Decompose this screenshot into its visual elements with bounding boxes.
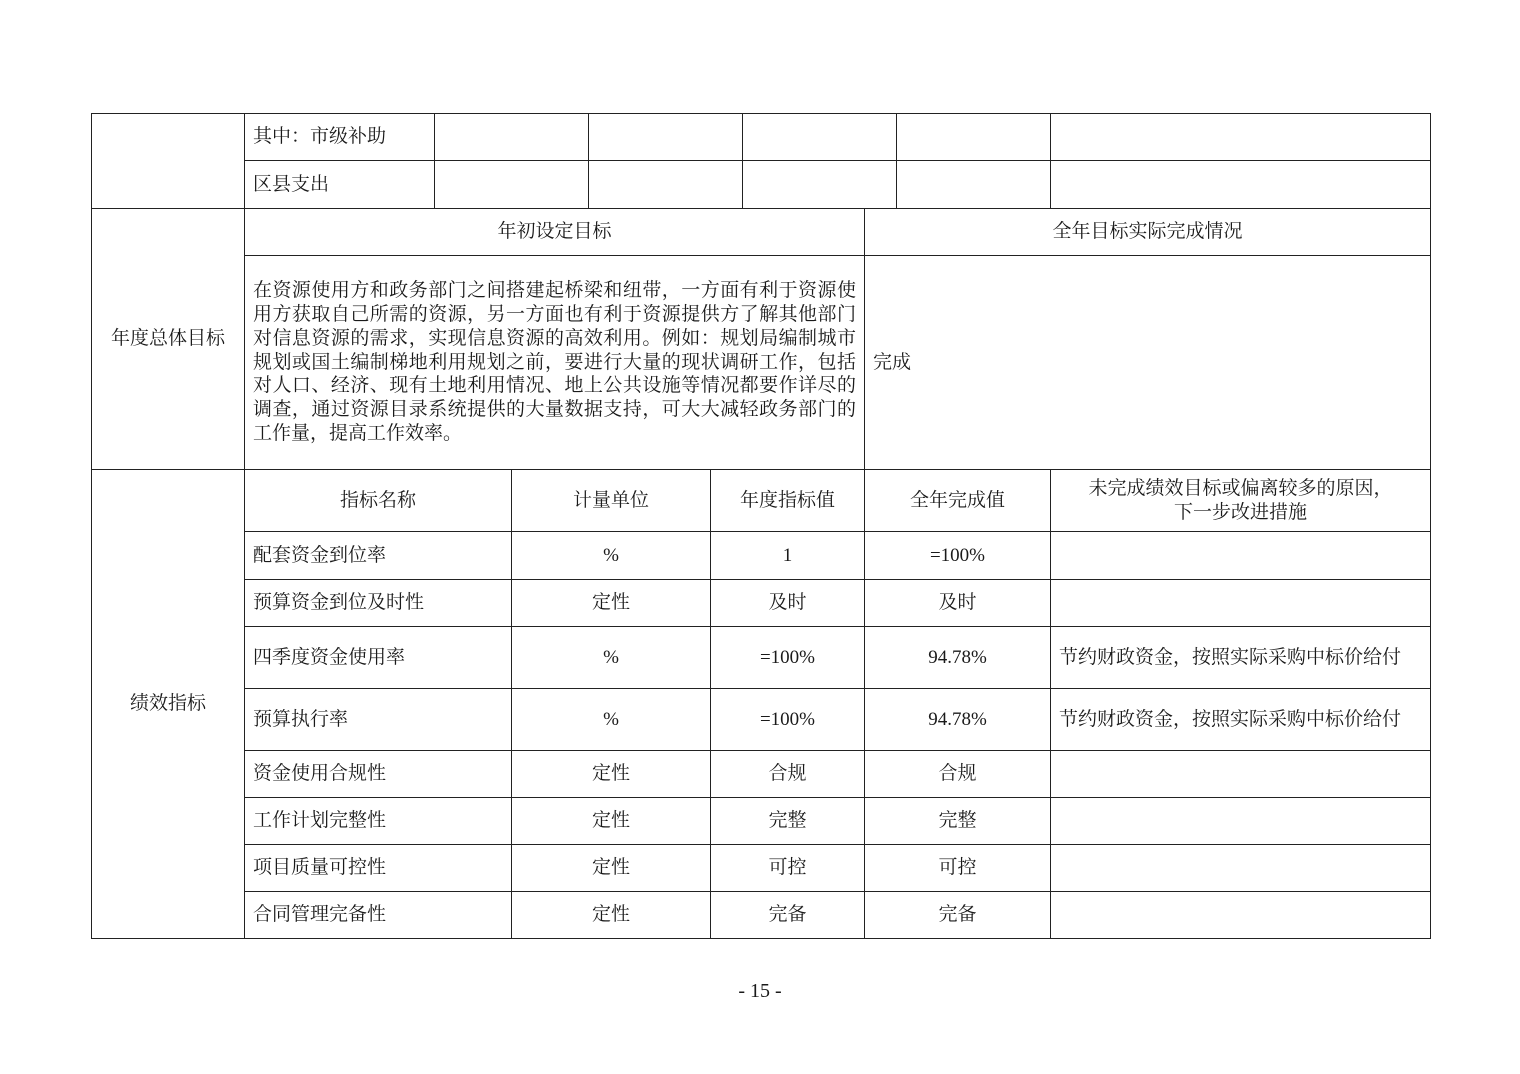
funding-cell bbox=[589, 161, 743, 209]
indicator-reason bbox=[1051, 798, 1431, 845]
actual-header: 全年完成值 bbox=[865, 470, 1051, 532]
indicator-target: 完整 bbox=[711, 798, 865, 845]
indicator-reason bbox=[1051, 845, 1431, 892]
actual-goal-header: 全年目标实际完成情况 bbox=[865, 209, 1431, 256]
table-row bbox=[92, 751, 1431, 798]
indicator-name: 预算资金到位及时性 bbox=[245, 580, 512, 627]
page-number: - 15 - bbox=[738, 980, 782, 1002]
indicator-unit: % bbox=[512, 689, 711, 751]
indicator-target: 完备 bbox=[711, 892, 865, 939]
indicator-target: =100% bbox=[711, 627, 865, 689]
indicator-reason: 节约财政资金，按照实际采购中标价给付 bbox=[1051, 627, 1431, 689]
table-row bbox=[92, 689, 1431, 751]
table-row bbox=[92, 892, 1431, 939]
county-expense-label: 区县支出 bbox=[245, 161, 435, 209]
indicator-reason bbox=[1051, 751, 1431, 798]
indicator-reason bbox=[1051, 532, 1431, 580]
funding-row-county bbox=[92, 161, 1431, 209]
funding-cell bbox=[589, 114, 743, 161]
indicator-actual: 及时 bbox=[865, 580, 1051, 627]
goal-content-row bbox=[92, 256, 1431, 470]
reason-header-line2: 下一步改进措施 bbox=[1173, 500, 1307, 523]
indicator-header-row bbox=[92, 470, 1431, 532]
funding-cell bbox=[743, 114, 897, 161]
set-goal-text: 在资源使用方和政务部门之间搭建起桥梁和纽带，一方面有利于资源使用方获取自己所需的资源，另一方面也有利于资源提供方了解其他部门对信息资源的需求，实现信息资源的高效利用。例如：规划局编制城市规划或国土编制梯地利用规划之前，要进行大量的现状调研工作，包括对人口、经济、现有土地利用情况、地上公共设施等情况都要作详尽的调查，通过资源目录系统提供的大量数据支持，可大大减轻政务部门的工作量，提高工作效率。 bbox=[245, 256, 865, 470]
indicator-name: 项目质量可控性 bbox=[245, 845, 512, 892]
annual-goal-label: 年度总体目标 bbox=[92, 209, 245, 470]
indicator-target: 合规 bbox=[711, 751, 865, 798]
table-row bbox=[92, 798, 1431, 845]
indicator-name: 合同管理完备性 bbox=[245, 892, 512, 939]
performance-table bbox=[91, 113, 1431, 939]
city-subsidy-label: 其中：市级补助 bbox=[245, 114, 435, 161]
funding-cell bbox=[897, 114, 1051, 161]
actual-goal-text: 完成 bbox=[865, 256, 1431, 470]
indicator-target: 及时 bbox=[711, 580, 865, 627]
indicator-unit: 定性 bbox=[512, 751, 711, 798]
indicator-unit: % bbox=[512, 627, 711, 689]
indicator-unit: 定性 bbox=[512, 845, 711, 892]
indicator-reason: 节约财政资金，按照实际采购中标价给付 bbox=[1051, 689, 1431, 751]
funding-row-city bbox=[92, 114, 1431, 161]
reason-header bbox=[1051, 470, 1431, 532]
indicator-target: 1 bbox=[711, 532, 865, 580]
indicator-target: =100% bbox=[711, 689, 865, 751]
set-goal-header: 年初设定目标 bbox=[245, 209, 865, 256]
table-row bbox=[92, 532, 1431, 580]
indicator-reason bbox=[1051, 580, 1431, 627]
reason-header-line1: 未完成绩效目标或偏离较多的原因， bbox=[1088, 476, 1393, 499]
indicator-actual: 可控 bbox=[865, 845, 1051, 892]
indicator-unit: 定性 bbox=[512, 798, 711, 845]
indicator-unit: 定性 bbox=[512, 892, 711, 939]
funding-cell bbox=[435, 161, 589, 209]
indicator-actual: =100% bbox=[865, 532, 1051, 580]
indicator-actual: 94.78% bbox=[865, 627, 1051, 689]
funding-cell bbox=[1051, 114, 1431, 161]
indicator-reason bbox=[1051, 892, 1431, 939]
indicator-unit: 定性 bbox=[512, 580, 711, 627]
indicator-name: 工作计划完整性 bbox=[245, 798, 512, 845]
indicator-actual: 94.78% bbox=[865, 689, 1051, 751]
indicators-label: 绩效指标 bbox=[92, 470, 245, 939]
target-header: 年度指标值 bbox=[711, 470, 865, 532]
funding-cell bbox=[897, 161, 1051, 209]
funding-cell bbox=[435, 114, 589, 161]
unit-header: 计量单位 bbox=[512, 470, 711, 532]
table-row bbox=[92, 580, 1431, 627]
funding-cell bbox=[743, 161, 897, 209]
indicator-target: 可控 bbox=[711, 845, 865, 892]
funding-blank-cell bbox=[92, 114, 245, 209]
funding-cell bbox=[1051, 161, 1431, 209]
indicator-name: 预算执行率 bbox=[245, 689, 512, 751]
indicator-name: 四季度资金使用率 bbox=[245, 627, 512, 689]
indicator-unit: % bbox=[512, 532, 711, 580]
indicator-name-header: 指标名称 bbox=[245, 470, 512, 532]
table-row bbox=[92, 627, 1431, 689]
table-row bbox=[92, 845, 1431, 892]
indicator-actual: 合规 bbox=[865, 751, 1051, 798]
indicator-name: 资金使用合规性 bbox=[245, 751, 512, 798]
indicator-name: 配套资金到位率 bbox=[245, 532, 512, 580]
indicator-actual: 完整 bbox=[865, 798, 1051, 845]
indicator-actual: 完备 bbox=[865, 892, 1051, 939]
goal-header-row bbox=[92, 209, 1431, 256]
